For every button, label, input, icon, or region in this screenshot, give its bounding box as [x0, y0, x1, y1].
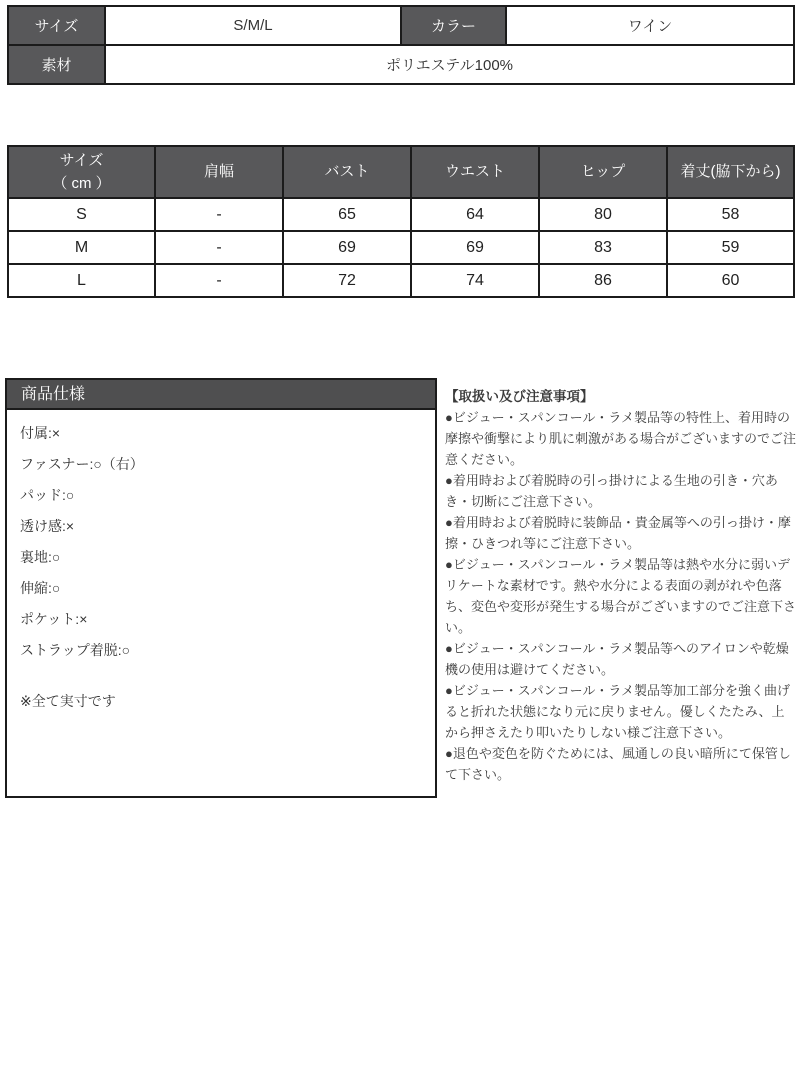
cell-shoulder: -: [155, 231, 283, 264]
spec-item-fastener: ファスナー:○（右）: [20, 456, 144, 472]
header-shoulder: 肩幅: [155, 146, 283, 198]
cell-waist: 74: [411, 264, 539, 297]
cell-waist: 69: [411, 231, 539, 264]
table-header-row: [8, 146, 794, 198]
cell-bust: 65: [283, 198, 411, 231]
care-bullet-snagging: ●着用時および着脱時の引っ掛けによる生地の引き・穴あき・切断にご注意下さい。: [445, 473, 778, 509]
material-value-cell: ポリエステル100%: [105, 45, 794, 84]
header-size-cm: [8, 146, 155, 198]
care-bullet-storage: ●退色や変色を防ぐためには、風通しの良い暗所にて保管して下さい。: [445, 746, 791, 782]
color-label-cell: カラー: [401, 6, 506, 45]
table-row-s: [8, 198, 794, 231]
cell-shoulder: -: [155, 198, 283, 231]
cell-waist: 64: [411, 198, 539, 231]
cell-shoulder: -: [155, 264, 283, 297]
spec-item-lining: 裏地:○: [20, 549, 61, 565]
care-bullet-iron-dryer: ●ビジュー・スパンコール・ラメ製品等へのアイロンや乾燥機の使用は避けてください。: [445, 641, 789, 677]
spec-item-stretch: 伸縮:○: [20, 580, 61, 596]
cell-size: S: [8, 198, 155, 231]
material-label-cell: 素材: [8, 45, 105, 84]
care-bullet-jewelry: ●着用時および着脱時に装飾品・貴金属等への引っ掛け・摩擦・ひきつれ等にご注意下さい。: [445, 515, 791, 551]
header-length: 着丈(脇下から): [667, 146, 794, 198]
spec-item-pocket: ポケット:×: [20, 611, 88, 627]
care-instructions: [445, 386, 797, 785]
spec-box-title: 商品仕様: [7, 380, 435, 410]
cell-hip: 83: [539, 231, 667, 264]
cell-length: 59: [667, 231, 794, 264]
spec-item-accessory: 付属:×: [20, 425, 61, 441]
size-measurement-table: [7, 145, 795, 298]
spec-list: [7, 410, 435, 666]
cell-length: 58: [667, 198, 794, 231]
table-row: [8, 45, 794, 84]
cell-hip: 80: [539, 198, 667, 231]
table-row: [8, 6, 794, 45]
size-value-cell: S/M/L: [105, 6, 401, 45]
size-label-cell: サイズ: [8, 6, 105, 45]
color-value-cell: ワイン: [506, 6, 794, 45]
cell-bust: 69: [283, 231, 411, 264]
header-hip: ヒップ: [539, 146, 667, 198]
header-size-line2: （ cm ）: [52, 175, 111, 192]
cell-bust: 72: [283, 264, 411, 297]
cell-size: M: [8, 231, 155, 264]
table-row-m: [8, 231, 794, 264]
header-size-line1: サイズ: [59, 151, 104, 169]
spec-item-sheerness: 透け感:×: [20, 518, 75, 534]
spec-item-strap: ストラップ着脱:○: [20, 642, 131, 658]
care-bullet-bending: ●ビジュー・スパンコール・ラメ製品等加工部分を強く曲げると折れた状態になり元に戻りません。優しくたたみ、上から押さえたり叩いたりしない様ご注意下さい。: [445, 683, 790, 740]
cell-hip: 86: [539, 264, 667, 297]
product-info-table: [7, 5, 795, 85]
header-bust: バスト: [283, 146, 411, 198]
product-spec-box: [5, 378, 437, 798]
header-waist: ウエスト: [411, 146, 539, 198]
spec-note: ※全て実寸です: [20, 693, 116, 709]
cell-size: L: [8, 264, 155, 297]
care-bullet-heat-moisture: ●ビジュー・スパンコール・ラメ製品等は熱や水分に弱いデリケートな素材です。熱や水分による表面の剥がれや色落ち、変色や変形が発生する場合がございますのでご注意下さい。: [445, 557, 797, 635]
care-bullet-friction: ●ビジュー・スパンコール・ラメ製品等の特性上、着用時の摩擦や衝撃により肌に刺激がある場合がございますのでご注意ください。: [445, 410, 797, 467]
cell-length: 60: [667, 264, 794, 297]
spec-item-pad: パッド:○: [20, 487, 75, 503]
table-row-l: [8, 264, 794, 297]
care-heading: 【取扱い及び注意事項】: [445, 389, 594, 404]
